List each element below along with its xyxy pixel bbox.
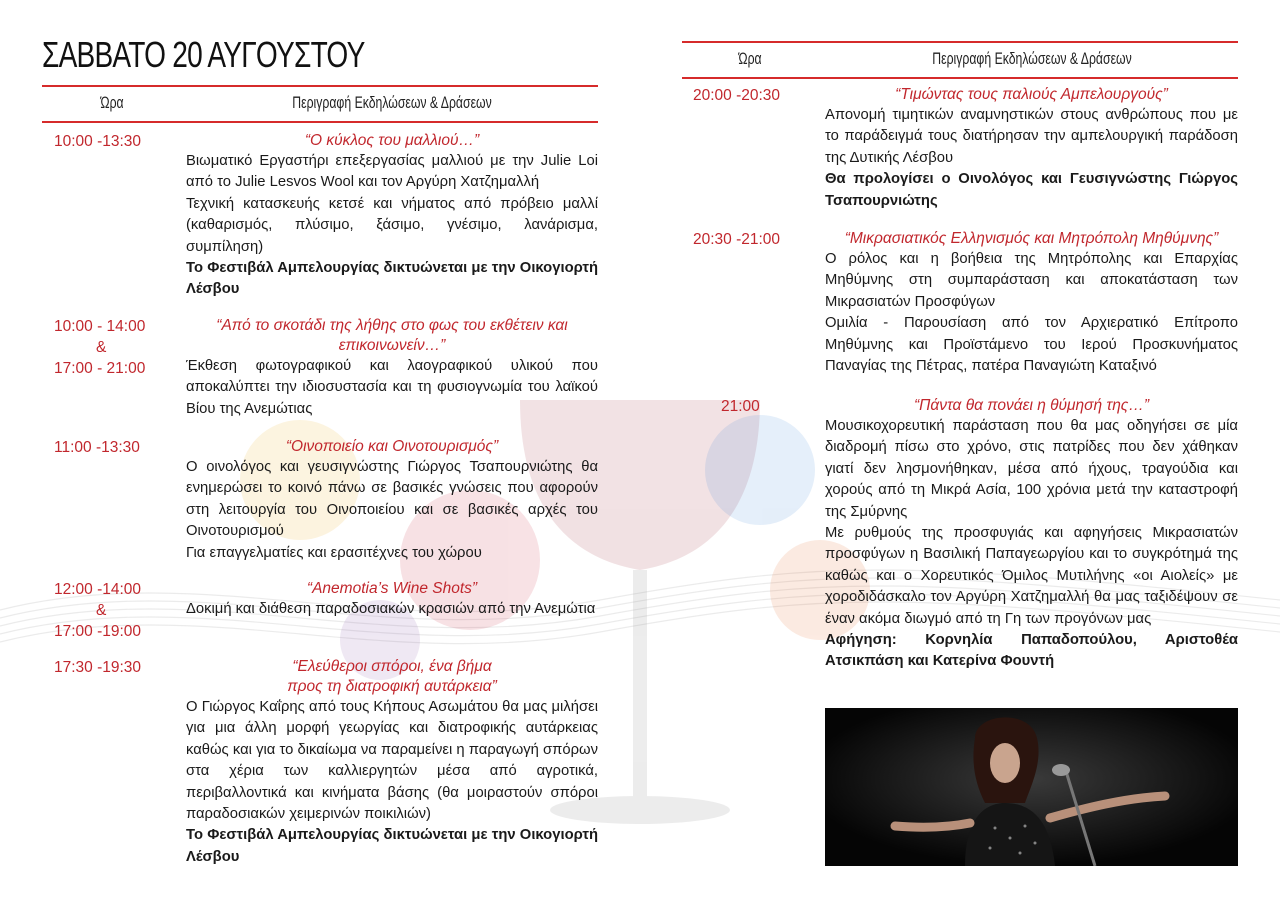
event-time [54,657,182,678]
event-title: “Τιμώντας τους παλιούς Αμπελουργούς” [895,86,1168,103]
time-column-header: Ώρα [738,49,762,68]
event-title-line: προς τη διατροφική αυτάρκεια” [287,678,497,695]
time-column-header: Ώρα [100,93,124,112]
time-line: & [96,339,107,356]
right-table-header [682,41,1238,79]
event-title: “Πάντα θα πονάει η θύμησή της…” [914,397,1149,414]
event-title: “Οινοποιείο και Οινοτουρισμός” [285,438,499,455]
event-description: Βιωματικό Εργαστήρι επεξεργασίας μαλλιού με την Julie Loi από το Julie Lesvos Wool και τον Αργύρη Χατζημαλλή Τεχνική κατασκευής κετσέ και νήματος από πρόβειο μαλλί (καθαρισμός, πλύσιμο, ξάσιμο, γνέσιμο, λανάρισμα, συμπίληση) Το Φεστιβάλ Αμπελουργίας δικτυώνεται με την Οικογιορτή Λέσβου [186,153,598,298]
performer-silhouette [825,708,1238,866]
event-title: “Ο κύκλος του μαλλιού…” [304,132,480,149]
event-description: Έκθεση φωτογραφικού και λαογραφικού υλικού που αποκαλύπτει την ιδιοσυστασία και τη φυσιογνωμία του λαϊκού Βίου της Ανεμώτιας [186,358,598,417]
event-time [693,229,821,250]
time-line: 17:00 -19:00 [54,623,142,640]
event-time [54,437,182,458]
event-time [54,579,182,642]
time-line: 20:00 -20:30 [693,87,781,104]
event-description: Μουσικοχορευτική παράσταση που θα μας οδηγήσει σε μία διαδρομή πίσω στο χρόνο, στις πατρίδες που δεν χάθηκαν γιατί δεν λησμονήθηκαν, μέσα από ήχους, τραγούδια και χορούς από τη Μικρά Ασία, 100 χρόνια μετά την καταστροφή της Σμύρνης Με ρυθμούς της προσφυγιάς και αφηγήσεις Μικρασιατών προσφύγων η Βασιλική Παπαγεωργίου και το συγκρότημά της καθώς και ο Χορευτικός Όμιλος Μυτιλήνης «οι Αιολείς» με χοροδιδάσκαλο τον Αργύρη Χατζημαλλή θα μας ταξιδέψουν σε έναν ακόμα διωγμό από τη Γη των προγόνων μας Αφήγηση: Κορνηλία Παπαδοπούλου, Αριστοθέα Ατσικπάση και Κατερίνα Φουντή [825,418,1238,670]
description-column-header: Περιγραφή Εκδηλώσεων & Δράσεων [292,93,492,112]
time-line: 10:00 -13:30 [54,133,142,150]
event-description: Ο Γιώργος Καΐρης από τους Κήπους Ασωμάτου θα μας μιλήσει για μια άλλη μορφή γεωργίας και διατροφικής αυτάρκειας καθώς και για το δικαίωμα να παραμείνει η παραγωγή σπόρων στα χέρια των καλλιεργητών μέσα από αγροτικά, περιβαλλοντικά και κινήματα βάσης (θα μοιραστούν σπόροι παραδοσιακών χειμερινών ποικιλιών) Το Φεστιβάλ Αμπελουργίας δικτυώνεται με την Οικογιορτή Λέσβου [186,699,598,865]
left-table-header [42,85,598,123]
event-time [693,85,821,106]
event-title [186,657,598,697]
time-line: & [96,602,107,619]
event-description: Δοκιμή και διάθεση παραδοσιακών κρασιών από την Ανεμώτια [186,601,596,617]
time-line: 20:30 -21:00 [693,231,781,248]
description-column-header: Περιγραφή Εκδηλώσεων & Δράσεων [932,49,1132,68]
time-line: 17:30 -19:30 [54,659,142,676]
event-title: “Μικρασιατικός Ελληνισμός και Μητρόπολη Μηθύμνης” [844,230,1219,247]
time-line: 17:00 - 21:00 [54,360,146,377]
time-line: 21:00 [721,398,760,415]
event-time [54,316,182,379]
event-title-line: “Ελεύθεροι σπόροι, ένα βήμα [292,658,492,675]
day-title: ΣΑΒΒΑΤΟ 20 ΑΥΓΟΥΣΤΟΥ [42,34,365,75]
time-line: 11:00 -13:30 [54,439,140,456]
event-description: Απονομή τιμητικών αναμνηστικών στους ανθρώπους που με το παράδειγμά τους διατήρησαν την αμπελουργική παράδοση της Δυτικής Λέσβου Θα προλογίσει ο Οινολόγος και Γευσιγνώστης Γιώργος Τσαπουρνιώτης [825,107,1238,209]
event-description: Ο οινολόγος και γευσιγνώστης Γιώργος Τσαπουρνιώτης θα ενημερώσει το κοινό πάνω σε βασικές γνώσεις που αφορούν στη λειτουργία του Οινοποιείου και σε βασικές αρχές του Οινοτουρισμού Για επαγγελματίες και ερασιτέχνες του χώρου [186,459,598,561]
time-line: 10:00 - 14:00 [54,318,146,335]
event-time [54,131,182,152]
time-line: 12:00 -14:00 [54,581,142,598]
event-title: “Από το σκοτάδι της λήθης στο φως του εκθέτειν και επικοινωνείν…” [216,317,568,354]
event-title: “Anemotia’s Wine Shots” [306,580,478,597]
performer-photo [825,708,1238,866]
event-description: Ο ρόλος και η βοήθεια της Μητρόπολης και Επαρχίας Μηθύμνης στη συμπαράσταση και αποκατάσταση των Μικρασιατών Προσφύγων Ομιλία - Παρουσίαση από τον Αρχιερατικό Επίτροπο Μηθύμνης και Προϊστάμενο του Ιερού Προσκυνήματος Παναγίας της Πέτρας, πατέρα Παναγιώτη Καταξινό [825,251,1238,375]
